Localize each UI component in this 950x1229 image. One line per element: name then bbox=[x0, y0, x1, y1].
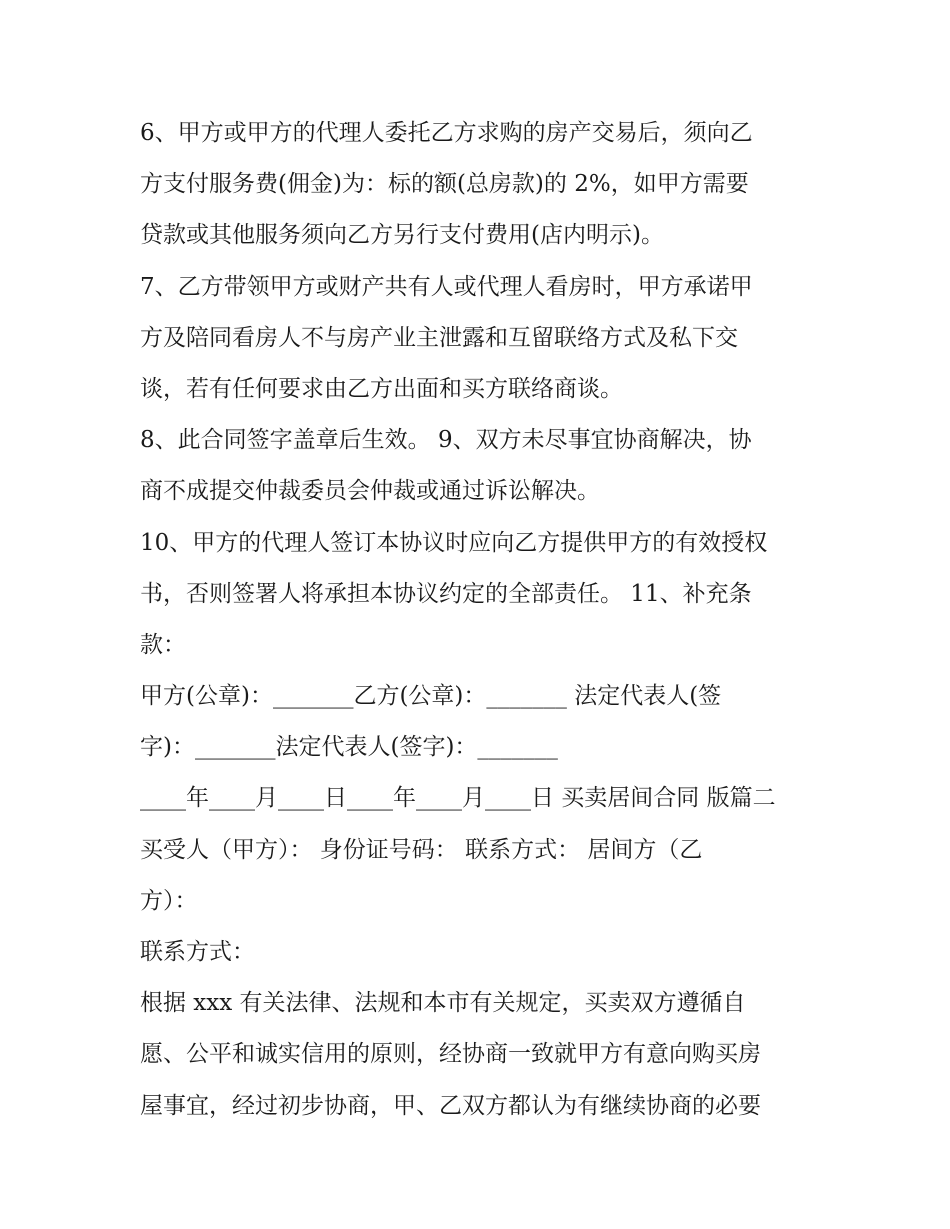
text-line-10: 书，否则签署人将承担本协议约定的全部责任。 11、补充条 bbox=[140, 580, 752, 607]
text-line-12: 甲方(公章)：_______乙方(公章)：_______ 法定代表人(签 bbox=[140, 683, 722, 710]
text-line-1: 6、甲方或甲方的代理人委托乙方求购的房产交易后，须向乙 bbox=[140, 120, 753, 146]
text-line-18: 根据 xxx 有关法律、法规和本市有关规定，买卖双方遵循自 bbox=[140, 990, 746, 1017]
text-line-14: ____年____月____日____年____月____日 买卖居间合同 版篇二 bbox=[140, 785, 776, 812]
text-line-7: 8、此合同签字盖章后生效。 9、双方未尽事宜协商解决，协 bbox=[140, 427, 752, 454]
text-line-5: 方及陪同看房人不与房产业主泄露和互留联络方式及私下交 bbox=[140, 324, 738, 351]
text-line-4: 7、乙方带领甲方或财产共有人或代理人看房时，甲方承诺甲 bbox=[140, 273, 753, 300]
text-line-11: 款： bbox=[140, 631, 186, 658]
text-line-3: 贷款或其他服务须向乙方另行支付费用(店内明示)。 bbox=[140, 222, 664, 249]
text-line-2: 方支付服务费(佣金)为：标的额(总房款)的 2%，如甲方需要 bbox=[140, 171, 749, 198]
text-line-6: 谈，若有任何要求由乙方出面和买方联络商谈。 bbox=[140, 375, 623, 402]
text-line-8: 商不成提交仲裁委员会仲裁或通过诉讼解决。 bbox=[140, 478, 600, 505]
text-line-13: 字)：_______法定代表人(签字)：_______ bbox=[140, 734, 558, 761]
text-line-19: 愿、公平和诚实信用的原则，经协商一致就甲方有意向购买房 bbox=[140, 1041, 761, 1068]
text-line-9: 10、甲方的代理人签订本协议时应向乙方提供甲方的有效授权 bbox=[140, 529, 768, 556]
contract-text-body bbox=[140, 108, 820, 1132]
text-line-20: 屋事宜，经过初步协商，甲、乙双方都认为有继续协商的必要 bbox=[140, 1092, 761, 1119]
text-line-17: 联系方式： bbox=[140, 939, 255, 965]
text-line-16: 方）： bbox=[140, 887, 198, 914]
text-line-15: 买受人（甲方）： 身份证号码： 联系方式： 居间方（乙 bbox=[140, 836, 703, 863]
